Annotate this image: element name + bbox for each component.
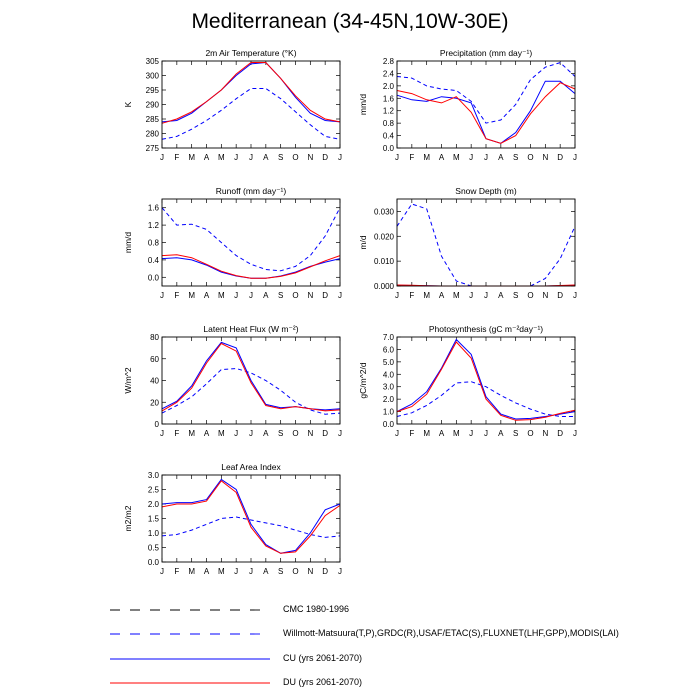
y-tick-label: 2.0 bbox=[382, 81, 394, 91]
y-tick-label: 80 bbox=[150, 333, 159, 342]
y-tick-label: 0.0 bbox=[147, 558, 159, 567]
y-tick-label: 4.0 bbox=[382, 370, 394, 380]
x-tick-label: A bbox=[263, 429, 269, 438]
x-tick-label: J bbox=[160, 429, 164, 438]
x-tick-label: M bbox=[217, 429, 225, 438]
x-tick-label: J bbox=[469, 291, 474, 300]
y-tick-label: 2.0 bbox=[382, 395, 394, 405]
series-line-0 bbox=[162, 89, 340, 140]
x-tick-label: D bbox=[557, 429, 564, 438]
x-tick-label: D bbox=[322, 567, 329, 576]
y-tick-label: 3.0 bbox=[147, 471, 159, 480]
x-tick-label: N bbox=[307, 429, 314, 438]
y-tick-label: 1.0 bbox=[382, 407, 394, 417]
y-tick-label: 0.020 bbox=[373, 232, 394, 242]
x-tick-label: A bbox=[438, 153, 445, 162]
y-tick-label: 2.4 bbox=[382, 69, 394, 79]
x-tick-label: M bbox=[423, 153, 431, 162]
panel-title: Photosynthesis (gC m⁻²day⁻¹) bbox=[428, 324, 544, 334]
x-tick-label: A bbox=[203, 153, 210, 162]
x-tick-label: D bbox=[557, 291, 564, 300]
x-tick-label: A bbox=[263, 567, 269, 576]
legend-label-obs: Willmott-Matsuura(T,P),GRDC(R),USAF/ETAC(S),FLUXNET(LHF,GPP),MODIS(LAI) bbox=[283, 628, 619, 638]
x-tick-label: J bbox=[338, 429, 342, 438]
x-tick-label: S bbox=[512, 153, 519, 162]
plot-frame bbox=[397, 61, 575, 148]
x-tick-label: F bbox=[174, 567, 180, 576]
y-tick-label: 0.4 bbox=[382, 131, 394, 141]
series-line-1 bbox=[162, 342, 340, 410]
x-tick-label: D bbox=[557, 153, 564, 162]
x-tick-label: A bbox=[438, 291, 445, 300]
series-line-1 bbox=[162, 258, 340, 279]
panel-title: Runoff (mm day⁻¹) bbox=[215, 186, 287, 196]
y-tick-label: 6.0 bbox=[382, 345, 394, 355]
x-tick-label: J bbox=[249, 291, 253, 300]
y-tick-label: 0.030 bbox=[373, 207, 394, 217]
x-tick-label: S bbox=[277, 567, 284, 576]
x-tick-label: J bbox=[338, 291, 342, 300]
y-tick-label: 40 bbox=[150, 376, 159, 386]
y-tick-label: 2.0 bbox=[147, 500, 159, 509]
x-tick-label: O bbox=[292, 429, 299, 438]
x-tick-label: J bbox=[573, 291, 577, 300]
panel-precip bbox=[358, 48, 577, 162]
x-tick-label: A bbox=[203, 429, 210, 438]
x-tick-label: A bbox=[498, 291, 504, 300]
legend-label-cmc: CMC 1980-1996 bbox=[283, 604, 350, 614]
x-tick-label: J bbox=[573, 429, 577, 438]
x-tick-label: J bbox=[160, 291, 164, 300]
y-axis-label: mm/d bbox=[358, 93, 368, 116]
y-tick-label: 290 bbox=[145, 100, 159, 110]
x-tick-label: J bbox=[234, 429, 239, 438]
x-tick-label: A bbox=[263, 291, 269, 300]
x-tick-label: M bbox=[452, 429, 460, 438]
series-line-2 bbox=[162, 481, 340, 554]
y-tick-label: 300 bbox=[145, 71, 159, 81]
x-tick-label: J bbox=[338, 153, 342, 162]
y-axis-label: m/d bbox=[358, 235, 368, 250]
x-tick-label: A bbox=[203, 291, 210, 300]
x-tick-label: M bbox=[423, 291, 431, 300]
y-tick-label: 0.0 bbox=[147, 273, 159, 283]
panel-title: Leaf Area Index bbox=[221, 462, 281, 472]
y-tick-label: 0 bbox=[154, 420, 159, 429]
x-tick-label: N bbox=[307, 567, 314, 576]
x-tick-label: M bbox=[188, 153, 196, 162]
y-tick-label: 275 bbox=[145, 144, 159, 153]
y-tick-label: 0.4 bbox=[147, 255, 159, 265]
y-tick-label: 305 bbox=[145, 57, 159, 66]
x-tick-label: O bbox=[527, 153, 534, 162]
x-tick-label: F bbox=[174, 429, 180, 438]
x-tick-label: S bbox=[512, 291, 519, 300]
x-tick-label: M bbox=[452, 153, 460, 162]
y-tick-label: 3.0 bbox=[382, 382, 394, 392]
series-line-0 bbox=[162, 208, 340, 271]
x-tick-label: S bbox=[512, 429, 519, 438]
y-tick-label: 1.6 bbox=[382, 94, 394, 104]
x-tick-label: A bbox=[263, 153, 269, 162]
x-tick-label: N bbox=[542, 153, 549, 162]
y-tick-label: 2.8 bbox=[382, 57, 394, 66]
x-tick-label: O bbox=[527, 291, 534, 300]
y-axis-label: m2/m2 bbox=[123, 505, 133, 532]
y-axis-label: K bbox=[123, 101, 133, 108]
x-tick-label: M bbox=[217, 567, 225, 576]
x-tick-label: M bbox=[188, 429, 196, 438]
x-tick-label: F bbox=[409, 153, 415, 162]
panel-title: Snow Depth (m) bbox=[455, 186, 517, 196]
y-tick-label: 1.5 bbox=[147, 514, 159, 524]
y-axis-label: gC/m^2/d bbox=[358, 362, 368, 399]
x-tick-label: J bbox=[234, 567, 239, 576]
x-tick-label: J bbox=[395, 153, 399, 162]
y-tick-label: 2.5 bbox=[147, 485, 159, 495]
x-tick-label: S bbox=[277, 153, 284, 162]
y-tick-label: 0.0 bbox=[382, 144, 394, 153]
x-tick-label: J bbox=[484, 429, 488, 438]
x-tick-label: F bbox=[409, 429, 415, 438]
main-title: Mediterranean (34-45N,10W-30E) bbox=[191, 10, 509, 33]
y-tick-label: 5.0 bbox=[382, 357, 394, 367]
x-tick-label: J bbox=[484, 291, 488, 300]
plot-frame bbox=[397, 199, 575, 286]
y-tick-label: 280 bbox=[145, 129, 159, 139]
x-tick-label: O bbox=[292, 567, 299, 576]
y-tick-label: 7.0 bbox=[382, 333, 394, 342]
series-line-1 bbox=[397, 81, 575, 143]
x-tick-label: J bbox=[249, 429, 253, 438]
x-tick-label: A bbox=[438, 429, 445, 438]
x-tick-label: O bbox=[292, 153, 299, 162]
x-tick-label: J bbox=[338, 567, 342, 576]
x-tick-label: F bbox=[174, 153, 180, 162]
series-line-2 bbox=[397, 342, 575, 420]
x-tick-label: M bbox=[217, 291, 225, 300]
y-axis-label: mm/d bbox=[123, 231, 133, 254]
panel-title: 2m Air Temperature (°K) bbox=[205, 48, 297, 58]
y-tick-label: 0.000 bbox=[373, 282, 394, 291]
series-line-2 bbox=[397, 83, 575, 144]
x-tick-label: J bbox=[234, 153, 239, 162]
y-tick-label: 285 bbox=[145, 115, 159, 124]
legend-label-du: DU (yrs 2061-2070) bbox=[283, 677, 363, 687]
x-tick-label: J bbox=[573, 153, 577, 162]
x-tick-label: M bbox=[423, 429, 431, 438]
series-line-2 bbox=[162, 344, 340, 411]
x-tick-label: J bbox=[249, 567, 253, 576]
panel-title: Latent Heat Flux (W m⁻²) bbox=[203, 324, 299, 334]
series-line-0 bbox=[397, 63, 575, 124]
legend-label-cu: CU (yrs 2061-2070) bbox=[283, 653, 363, 663]
plot-frame bbox=[162, 61, 340, 148]
y-tick-label: 60 bbox=[150, 354, 159, 364]
x-tick-label: S bbox=[277, 429, 284, 438]
x-tick-label: J bbox=[395, 429, 399, 438]
y-axis-label: W/m^2 bbox=[123, 367, 133, 394]
x-tick-label: A bbox=[203, 567, 210, 576]
x-tick-label: M bbox=[188, 291, 196, 300]
panel-gpp bbox=[358, 324, 577, 438]
x-tick-label: J bbox=[484, 153, 488, 162]
x-tick-label: M bbox=[188, 567, 196, 576]
y-tick-label: 0.8 bbox=[382, 119, 394, 129]
x-tick-label: J bbox=[234, 291, 239, 300]
x-tick-label: S bbox=[277, 291, 284, 300]
y-tick-label: 0.010 bbox=[373, 257, 394, 267]
y-tick-label: 0.0 bbox=[382, 420, 394, 429]
series-line-1 bbox=[162, 479, 340, 553]
x-tick-label: J bbox=[249, 153, 253, 162]
x-tick-label: J bbox=[395, 291, 399, 300]
panel-lai bbox=[123, 462, 342, 576]
y-tick-label: 1.2 bbox=[147, 221, 159, 231]
x-tick-label: N bbox=[542, 291, 549, 300]
plot-frame bbox=[162, 199, 340, 286]
x-tick-label: D bbox=[322, 153, 329, 162]
y-tick-label: 0.8 bbox=[147, 238, 159, 248]
x-tick-label: A bbox=[498, 429, 504, 438]
panel-air-temp bbox=[123, 48, 342, 162]
panel-snow bbox=[358, 186, 577, 300]
x-tick-label: J bbox=[469, 429, 474, 438]
y-tick-label: 295 bbox=[145, 86, 159, 95]
plot-frame bbox=[397, 337, 575, 424]
x-tick-label: A bbox=[498, 153, 504, 162]
x-tick-label: F bbox=[409, 291, 415, 300]
y-tick-label: 1.0 bbox=[147, 529, 159, 538]
panel-lhf bbox=[123, 324, 342, 438]
x-tick-label: M bbox=[452, 291, 460, 300]
x-tick-label: D bbox=[322, 429, 329, 438]
x-tick-label: N bbox=[542, 429, 549, 438]
y-tick-label: 1.2 bbox=[382, 106, 394, 116]
x-tick-label: N bbox=[307, 291, 314, 300]
panel-runoff bbox=[123, 186, 342, 300]
x-tick-label: J bbox=[469, 153, 474, 162]
plot-frame bbox=[162, 475, 340, 562]
y-tick-label: 20 bbox=[150, 398, 159, 408]
x-tick-label: D bbox=[322, 291, 329, 300]
x-tick-label: O bbox=[292, 291, 299, 300]
panel-title: Precipitation (mm day⁻¹) bbox=[439, 48, 533, 58]
y-tick-label: 0.5 bbox=[147, 543, 159, 553]
x-tick-label: M bbox=[217, 153, 225, 162]
series-line-0 bbox=[397, 204, 575, 286]
y-tick-label: 1.6 bbox=[147, 203, 159, 213]
series-line-2 bbox=[162, 255, 340, 279]
x-tick-label: J bbox=[160, 153, 164, 162]
x-tick-label: O bbox=[527, 429, 534, 438]
x-tick-label: F bbox=[174, 291, 180, 300]
x-tick-label: N bbox=[307, 153, 314, 162]
x-tick-label: J bbox=[160, 567, 164, 576]
